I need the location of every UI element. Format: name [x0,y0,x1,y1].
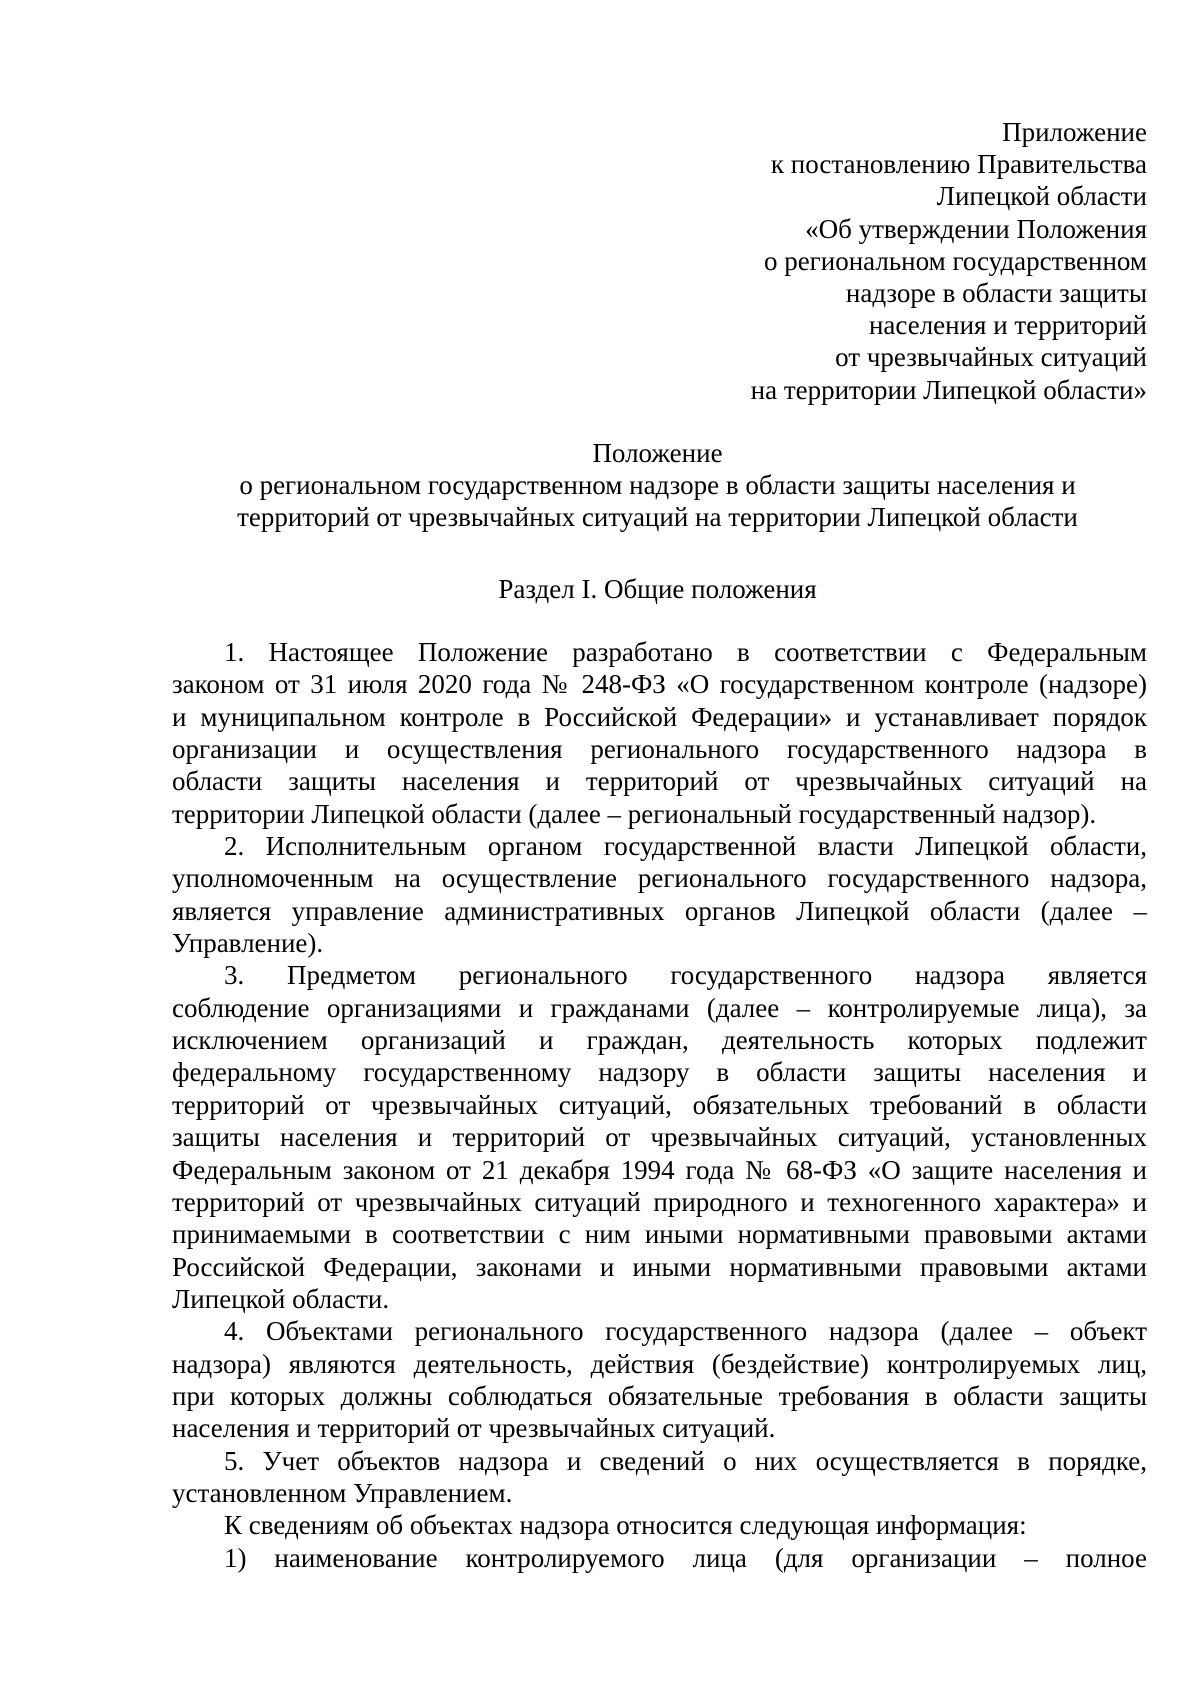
paragraph-1-line: и муниципальном контроле в Российской Федерации» и устанавливает порядок [172,701,1147,732]
paragraph-3-line: 3. Предметом регионального государственного надзора является [224,960,1147,991]
document-title [170,437,1145,534]
paragraph-3-line: принимаемыми в соответствии с ним иными нормативными правовыми актами [172,1219,1147,1250]
paragraph-3-line: соблюдение организациями и гражданами (далее – контролируемые лица), за [172,992,1147,1023]
paragraph-4-line: при которых должны соблюдаться обязательные требования в области защиты [172,1380,1147,1411]
appendix-line: Приложение [1002,117,1147,147]
paragraph-2-line: уполномоченным на осуществление регионального государственного надзора, [172,863,1147,894]
appendix-line: от чрезвычайных ситуаций [835,342,1147,373]
paragraph-3-line: федеральному государственному надзору в области защиты населения и [172,1057,1147,1088]
document-body [172,636,1147,1574]
paragraph-info-line: К сведениям об объектах надзора относится следующая информация: [224,1510,1027,1541]
paragraph-3-line: территорий от чрезвычайных ситуаций природного и техногенного характера» и [172,1186,1147,1217]
appendix-header [547,116,1147,406]
paragraph-3-line: территорий от чрезвычайных ситуаций, обязательных требований в области [172,1089,1147,1120]
list-item-1-line: 1) наименование контролируемого лица (для организации – полное [224,1542,1147,1573]
paragraph-3-line: исключением организаций и граждан, деятельность которых подлежит [172,1025,1147,1056]
paragraph-3-line: Российской Федерации, законами и иными нормативными правовыми актами [172,1251,1147,1282]
appendix-line: населения и территорий [868,310,1147,341]
appendix-line: о региональном государственном [763,245,1147,276]
paragraph-3-line: Федеральным законом от 21 декабря 1994 года № 68-ФЗ «О защите населения и [172,1154,1147,1185]
paragraph-3-line: защиты населения и территорий от чрезвычайных ситуаций, установленных [172,1122,1147,1153]
paragraph-1-line: законом от 31 июля 2020 года № 248-ФЗ «О государственном контроле (надзоре) [172,669,1147,700]
paragraph-1-line: организации и осуществления регионального государственного надзора в [172,734,1147,765]
paragraph-2-line: 2. Исполнительным органом государственной власти Липецкой области, [224,831,1147,862]
appendix-line: к постановлению Правительства [770,149,1147,180]
paragraph-3-line: Липецкой области. [172,1283,390,1314]
appendix-line: на территории Липецкой области» [750,374,1147,405]
title-line: о региональном государственном надзоре в области защиты населения и [239,470,1076,501]
paragraph-5-line: 5. Учет объектов надзора и сведений о них осуществляется в порядке, [224,1445,1147,1476]
section-heading: Раздел I. Общие положения [498,574,817,604]
appendix-line: надзоре в области защиты [845,278,1147,309]
paragraph-4-line: 4. Объектами регионального государственного надзора (далее – объект [224,1316,1147,1347]
paragraph-2-line: является управление административных органов Липецкой области (далее – [172,895,1147,926]
appendix-line: Липецкой области [936,181,1147,212]
paragraph-2-line: Управление). [172,928,324,959]
appendix-line: «Об утверждении Положения [805,213,1147,244]
paragraph-5-line: установленном Управлением. [172,1477,513,1508]
title-line: территорий от чрезвычайных ситуаций на территории Липецкой области [237,502,1078,533]
paragraph-1-line: 1. Настоящее Положение разработано в соответствии с Федеральным [224,637,1147,667]
title-line: Положение [592,438,723,468]
paragraph-4-line: населения и территорий от чрезвычайных ситуаций. [172,1413,776,1444]
paragraph-1-line: территории Липецкой области (далее – региональный государственный надзор). [172,798,1097,829]
paragraph-4-line: надзора) являются деятельность, действия (бездействие) контролируемых лиц, [172,1348,1147,1379]
paragraph-1-line: области защиты населения и территорий от чрезвычайных ситуаций на [172,766,1147,797]
